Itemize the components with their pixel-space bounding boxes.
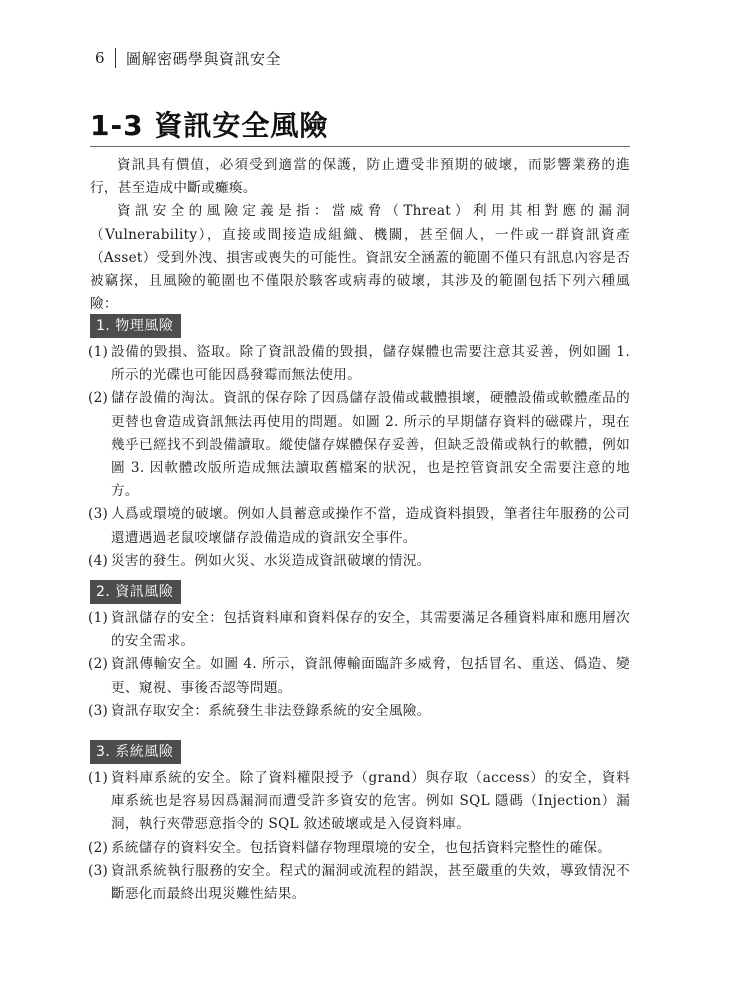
list-item — [90, 341, 630, 387]
item-text: 資料庫系統的安全。除了資料權限授予（grand）與存取（access）的安全，資料庫系統也是容易因爲漏洞而遭受許多資安的危害。例如 SQL 隱碼（Injection）漏洞，執行夾帶惡意指令的 SQL 敘述破壞或是入侵資料庫。 — [111, 770, 630, 833]
list-item — [90, 550, 630, 573]
item-marker: (2) — [88, 390, 109, 407]
item-marker: (2) — [88, 839, 109, 856]
category-physical-risk — [90, 314, 630, 573]
category-system-risk — [90, 740, 630, 906]
item-list — [90, 607, 630, 723]
header-divider — [115, 48, 116, 68]
item-marker: (1) — [88, 770, 109, 786]
item-marker: (4) — [88, 552, 109, 569]
item-text: 儲存設備的淘汰。資訊的保存除了因爲儲存設備或載體損壞，硬體設備或軟體產品的更替也會造成資訊無法再使用的問題。如圖 2. 所示的早期儲存資料的磁碟片，現在幾乎已經找不到設備讀取。縱使儲存媒體保存妥善，但缺乏設備或執行的軟體，例如圖 3. 因軟體改版所造成無法讀取舊檔案的狀況，也是控管資訊安全需要注意的地方。 — [111, 390, 630, 500]
list-item — [90, 503, 630, 549]
item-text: 資訊儲存的安全：包括資料庫和資料保存的安全，其需要滿足各種資料庫和應用層次的安全需求。 — [111, 610, 630, 650]
list-item — [90, 700, 630, 723]
list-item — [90, 767, 630, 837]
list-item — [90, 837, 630, 860]
category-label: 2. 資訊風險 — [90, 580, 181, 604]
title-rule — [90, 146, 630, 147]
page-number: 6 — [95, 49, 106, 67]
category-information-risk — [90, 580, 630, 723]
list-item — [90, 653, 630, 699]
item-marker: (3) — [88, 506, 109, 523]
item-marker: (3) — [88, 702, 109, 719]
item-text: 系統儲存的資料安全。包括資料儲存物理環境的安全，也包括資料完整性的確保。 — [111, 839, 612, 856]
category-label: 1. 物理風險 — [90, 314, 181, 338]
item-text: 設備的毀損、盜取。除了資訊設備的毀損，儲存媒體也需要注意其妥善，例如圖 1. 所示的光碟也可能因爲發霉而無法使用。 — [111, 344, 630, 384]
category-label: 3. 系統風險 — [90, 740, 181, 764]
list-item — [90, 387, 630, 503]
section-title: 1-3 資訊安全風險 — [90, 109, 329, 142]
item-text: 資訊系統執行服務的安全。程式的漏洞或流程的錯誤，甚至嚴重的失效，導致情況不斷惡化而最終出現災難性結果。 — [111, 862, 630, 903]
book-title: 圖解密碼學與資訊安全 — [126, 49, 282, 68]
list-item — [90, 860, 630, 906]
item-marker: (3) — [88, 862, 109, 879]
item-text: 人爲或環境的破壞。例如人員蓄意或操作不當，造成資料損毀，筆者往年服務的公司還遭遇過老鼠咬壞儲存設備造成的資訊安全事件。 — [111, 506, 630, 546]
item-text: 資訊存取安全：系統發生非法登錄系統的安全風險。 — [111, 702, 431, 719]
list-item — [90, 607, 630, 653]
item-marker: (1) — [88, 610, 109, 626]
intro-paragraph: 資訊安全的風險定義是指：當威脅（Threat）利用其相對應的漏洞（Vulnerability），直接或間接造成組織、機關，甚至個人，一件或一群資訊資產（Asset）受到外洩、損害或喪失的可能性。資訊安全涵蓋的範圍不僅只有訊息內容是否被竊探，且風險的範圍也不僅限於駭客或病毒的破壞，其涉及的範圍包括下列六種風險： — [90, 203, 630, 313]
item-list — [90, 341, 630, 573]
intro — [90, 154, 630, 316]
item-marker: (2) — [88, 656, 109, 673]
intro-paragraph: 資訊具有價值，必須受到適當的保護，防止遭受非預期的破壞，而影響業務的進行，甚至造成中斷或癱瘓。 — [90, 157, 630, 197]
item-marker: (1) — [88, 344, 109, 360]
item-list — [90, 767, 630, 906]
item-text: 災害的發生。例如火災、水災造成資訊破壞的情況。 — [111, 552, 431, 569]
running-header — [95, 46, 281, 70]
item-text: 資訊傳輸安全。如圖 4. 所示，資訊傳輸面臨許多威脅，包括冒名、重送、僞造、變更、窺視、事後否認等問題。 — [111, 656, 630, 696]
